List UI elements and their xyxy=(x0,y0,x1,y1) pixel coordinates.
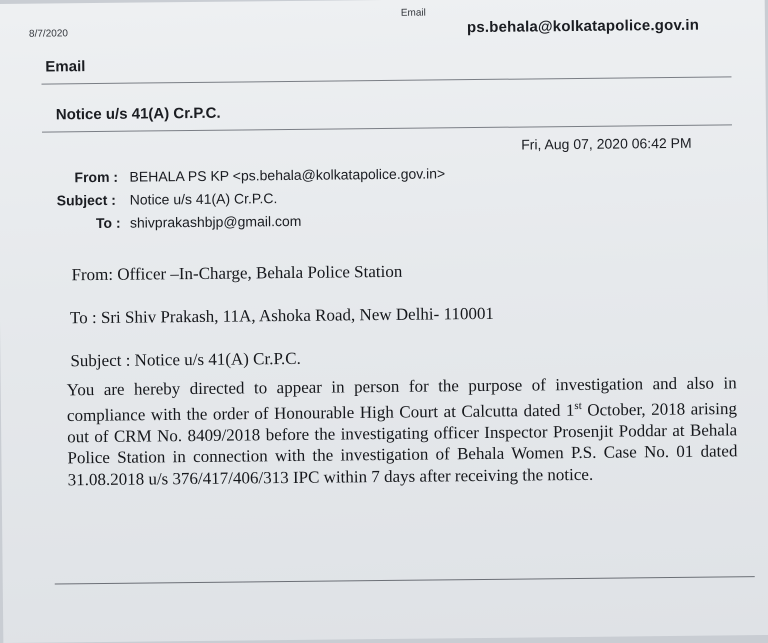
from-value: BEHALA PS KP <ps.behala@kolkatapolice.gov.in> xyxy=(129,165,446,185)
letter-subject-line: Subject : Notice u/s 41(A) Cr.P.C. xyxy=(70,348,301,371)
letter-body-part2: October, 2018 arising out of CRM No. 8409/2018 before the investigating officer Inspector Prosenjit Poddar at Behala Police Station in connection with the investigation of Behala Women P.S. Case No. 01 dated 31.08.2018 u/s 376/417/406/313 IPC within 7 days after receiving the notice. xyxy=(67,398,738,489)
subject-value: Notice u/s 41(A) Cr.P.C. xyxy=(129,190,278,208)
account-address: ps.behala@kolkatapolice.gov.in xyxy=(466,16,700,37)
print-date: 8/7/2020 xyxy=(28,28,68,40)
letter-body-superscript: st xyxy=(574,399,582,412)
letter-body xyxy=(67,372,738,490)
letter-body-part1: You are hereby directed to appear in person for the purpose of investigation and also in compliance with the order of Honourable High Court at Calcutta dated 1 xyxy=(66,373,737,425)
letter-from-line: From: Officer –In-Charge, Behala Police Station xyxy=(71,261,403,285)
header-divider xyxy=(42,76,732,84)
subject-divider xyxy=(42,124,732,132)
subject-label: Subject : xyxy=(56,191,116,209)
to-value: shivprakashbjp@gmail.com xyxy=(129,212,302,231)
email-section-label: Email xyxy=(45,58,86,76)
email-date: Fri, Aug 07, 2020 06:42 PM xyxy=(521,134,692,153)
to-label: To : xyxy=(95,214,121,232)
letter-to-line: To : Sri Shiv Prakash, 11A, Ashoka Road, New Delhi- 110001 xyxy=(69,303,494,328)
email-subject-title: Notice u/s 41(A) Cr.P.C. xyxy=(55,104,221,124)
print-title: Email xyxy=(400,7,426,19)
footer-divider xyxy=(55,576,755,584)
from-label: From : xyxy=(74,168,119,186)
